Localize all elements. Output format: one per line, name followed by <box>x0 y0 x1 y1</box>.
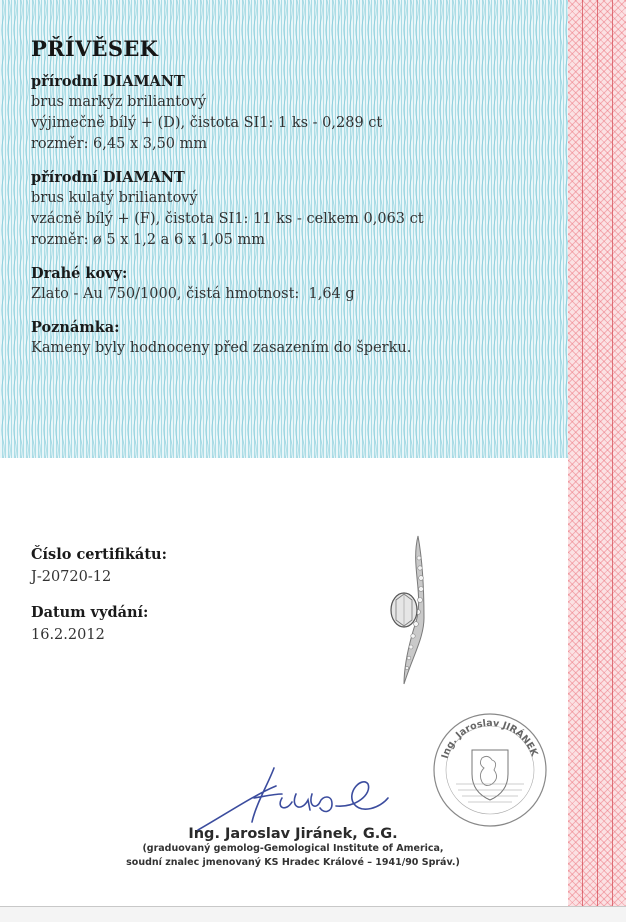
section-line: rozměr: 6,45 x 3,50 mm <box>31 136 208 152</box>
section-line: vzácně bílý + (F), čistota SI1: 11 ks - celkem 0,063 ct <box>31 211 424 227</box>
signer-name: Ing. Jaroslav Jiránek, G.G. <box>188 826 398 842</box>
section-heading: Drahé kovy: <box>31 265 128 282</box>
issue-date-value: 16.2.2012 <box>31 627 105 643</box>
certificate-number <box>31 544 167 588</box>
section-small-diamonds <box>31 167 561 251</box>
section-line: Zlato - Au 750/1000, čistá hmotnost: 1,64 g <box>31 286 355 302</box>
section-main-diamond <box>31 71 561 155</box>
certificate-number-value: J-20720-12 <box>31 569 112 585</box>
issue-date-label: Datum vydání: <box>31 604 149 621</box>
section-heading: přírodní DIAMANT <box>31 73 185 90</box>
section-line: rozměr: ø 5 x 1,2 a 6 x 1,05 mm <box>31 232 265 248</box>
signer-credentials-line-2: soudní znalec jmenovaný KS Hradec Králové – 1941/90 Správ.) <box>126 857 460 868</box>
signer-block <box>0 826 626 870</box>
section-note <box>31 317 561 359</box>
official-stamp-icon <box>432 712 548 828</box>
issue-date <box>31 602 167 646</box>
svg-text:Ing. Jaroslav JIRÁNEK: Ing. Jaroslav JIRÁNEK <box>439 717 540 760</box>
description-block <box>31 36 561 371</box>
certificate-number-label: Číslo certifikátu: <box>31 546 167 563</box>
signer-credentials-line-1: (graduovaný gemolog-Gemological Institute of America, <box>142 843 444 854</box>
security-strip <box>568 0 626 906</box>
section-line: Kameny byly hodnoceny před zasazením do šperku. <box>31 340 412 356</box>
section-line: brus markýz briliantový <box>31 94 207 110</box>
document-title: PŘÍVĚSEK <box>31 36 159 61</box>
section-line: výjimečně bílý + (D), čistota SI1: 1 ks - 0,289 ct <box>31 115 383 131</box>
section-heading: Poznámka: <box>31 319 120 336</box>
section-heading: přírodní DIAMANT <box>31 169 185 186</box>
section-line: brus kulatý briliantový <box>31 190 198 206</box>
pendant-photo-icon <box>352 528 442 688</box>
section-precious-metals <box>31 263 561 305</box>
certificate-info <box>31 544 167 660</box>
